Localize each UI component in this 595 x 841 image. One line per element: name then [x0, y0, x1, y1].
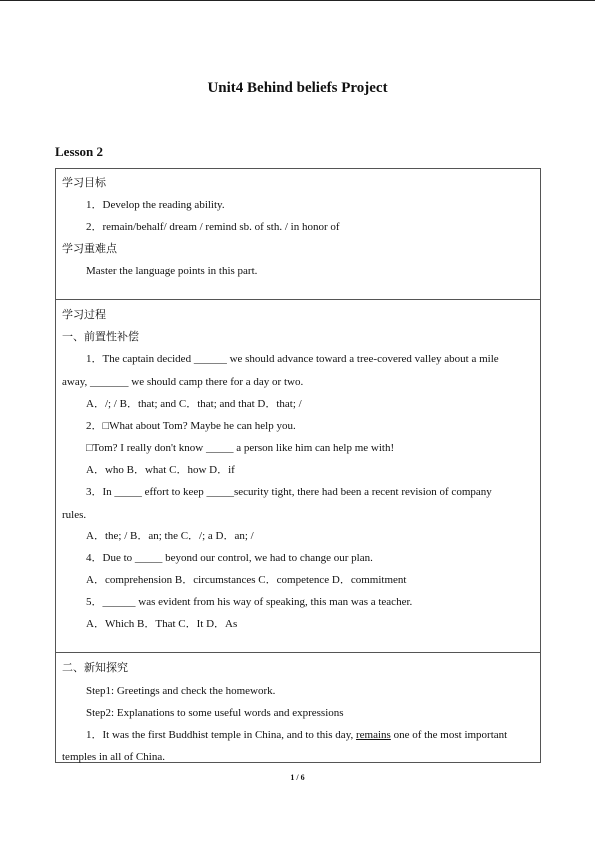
process-label: 学习过程 [62, 308, 106, 321]
question-5-line1: 5．______ was evident from his way of speaking, this man was a teacher. [86, 596, 413, 608]
question-4-line1: 4．Due to _____ beyond our control, we had to change our plan. [86, 552, 373, 564]
process-box [55, 299, 541, 653]
explore-box [55, 652, 541, 763]
question-5-options: A．Which B．That C．It D．As [86, 618, 238, 630]
goal-item: 1．Develop the reading ability. [86, 199, 225, 211]
question-2-line1: 2．□What about Tom? Maybe he can help you. [86, 420, 296, 432]
question-3-options: A．the; / B．an; the C．/; a D．an; / [86, 530, 254, 542]
explanation-item-1 [86, 728, 507, 742]
page-title: Unit4 Behind beliefs Project [207, 80, 388, 96]
part1-label: 一、前置性补偿 [62, 330, 139, 343]
question-3-line1: 3．In _____ effort to keep _____security tight, there had been a recent revision of company [86, 486, 492, 498]
question-3-line2: rules. [62, 509, 87, 521]
item1-text-start: 1．It was the first Buddhist temple in China, and to this day, [86, 729, 356, 741]
item1-underlined-word: remains [355, 729, 391, 741]
item1-text-end: one of the most important [390, 729, 508, 741]
step-2: Step2: Explanations to some useful words and expressions [86, 707, 344, 719]
key-points-label: 学习重难点 [62, 242, 117, 255]
part2-label: 二、新知探究 [62, 661, 128, 674]
explanation-item-1-line2: temples in all of China. [62, 751, 165, 763]
lesson-heading: Lesson 2 [55, 144, 104, 159]
top-rule [0, 0, 595, 1]
goal-item: 2．remain/behalf/ dream / remind sb. of sth. / in honor of [86, 221, 340, 233]
step-1: Step1: Greetings and check the homework. [86, 685, 276, 697]
goals-label: 学习目标 [62, 176, 106, 189]
goals-box [55, 168, 541, 300]
question-4-options: A．comprehension B．circumstances C．competence D．commitment [86, 574, 407, 586]
question-1-options: A．/; / B．that; and C．that; and that D．that; / [86, 398, 302, 410]
question-2-options: A．who B．what C．how D．if [86, 464, 235, 476]
question-1-line1: 1．The captain decided ______ we should advance toward a tree-covered valley about a mile [86, 353, 499, 365]
key-points-text: Master the language points in this part. [86, 265, 258, 277]
page-number: 1 / 6 [290, 773, 305, 782]
question-1-line2: away, _______ we should camp there for a day or two. [62, 376, 304, 388]
question-2-line2: □Tom? I really don't know _____ a person like him can help me with! [86, 442, 395, 454]
